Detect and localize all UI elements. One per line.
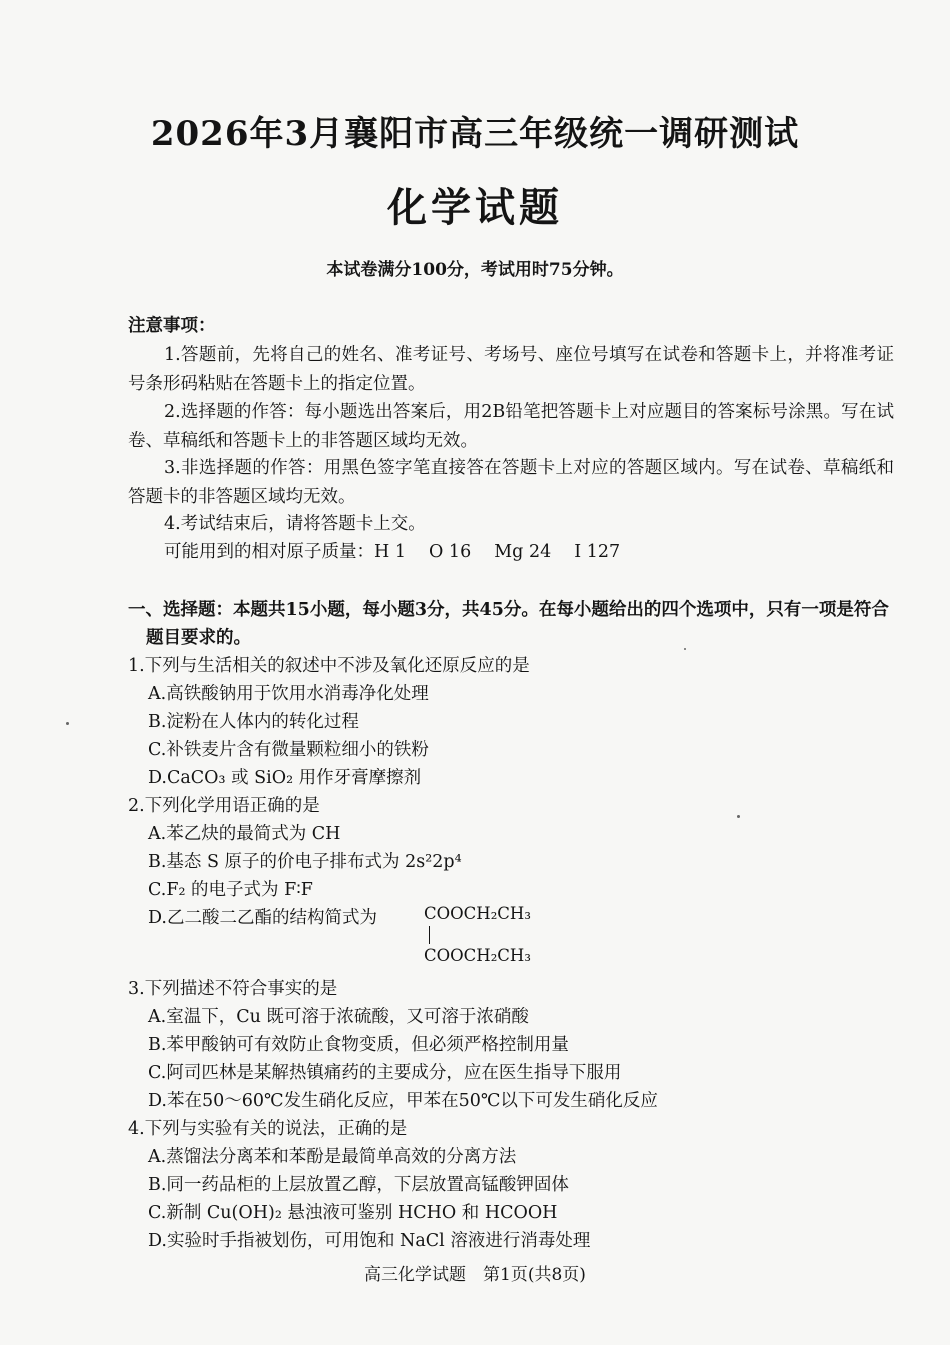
question-4-stem: 4.下列与实验有关的说法，正确的是 [128,1119,408,1139]
question-1-option-b: B.淀粉在人体内的转化过程 [148,712,359,732]
question-1-stem: 1.下列与生活相关的叙述中不涉及氧化还原反应的是 [128,656,530,676]
structure-bond-line [429,926,430,944]
question-2-option-c: C.F₂ 的电子式为 F∶F [148,880,313,900]
exam-info: 本试卷满分100分，考试用时75分钟。 [326,260,624,280]
question-4-option-d: D.实验时手指被划伤，可用饱和 NaCl 溶液进行消毒处理 [148,1231,591,1251]
exam-title: 2026年3月襄阳市高三年级统一调研测试 [150,114,800,154]
question-1-option-c: C.补铁麦片含有微量颗粒细小的铁粉 [148,740,429,760]
subject-title: 化学试题 [387,184,563,231]
notice-item-4: 4.考试结束后，请将答题卡上交。 [164,514,426,534]
notice-item-2: 2.选择题的作答：每小题选出答案后，用2B铅笔把答题卡上对应题目的答案标号涂黑。写在试卷、草稿纸和答题卡上的非答题区域均无效。 [128,402,894,451]
question-2-option-d: D.乙二酸二乙酯的结构简式为 [148,908,377,928]
question-2-option-b: B.基态 S 原子的价电子排布式为 2s²2p⁴ [148,852,462,872]
question-3-stem: 3.下列描述不符合事实的是 [128,979,338,999]
question-1-option-d: D.CaCO₃ 或 SiO₂ 用作牙膏摩擦剂 [148,768,422,788]
scan-speck [737,815,740,818]
notice-heading: 注意事项： [128,316,216,336]
question-4-option-c: C.新制 Cu(OH)₂ 悬浊液可鉴别 HCHO 和 HCOOH [148,1203,558,1223]
scan-speck [684,648,686,650]
question-3-option-c: C.阿司匹林是某解热镇痛药的主要成分，应在医生指导下服用 [148,1063,622,1083]
question-2-option-a: A.苯乙炔的最简式为 CH [148,824,341,844]
section-heading: 一、选择题：本题共15小题，每小题3分，共45分。在每小题给出的四个选项中，只有一项是符合题目要求的。 [128,600,889,648]
atomic-mass-line: 可能用到的相对原子质量：H 1 O 16 Mg 24 I 127 [164,542,621,562]
question-2-stem: 2.下列化学用语正确的是 [128,796,320,816]
question-4-option-b: B.同一药品柜的上层放置乙醇，下层放置高锰酸钾固体 [148,1175,569,1195]
page-footer: 高三化学试题 第1页(共8页) [364,1265,586,1285]
scan-speck [66,722,69,725]
notice-item-3: 3.非选择题的作答：用黑色签字笔直接答在答题卡上对应的答题区域内。写在试卷、草稿纸和答题卡的非答题区域均无效。 [128,458,894,507]
question-3-option-a: A.室温下，Cu 既可溶于浓硫酸，又可溶于浓硝酸 [148,1007,529,1027]
structure-bottom-group: COOCH₂CH₃ [424,946,531,965]
question-1-option-a: A.高铁酸钠用于饮用水消毒净化处理 [148,684,429,704]
question-3-option-b: B.苯甲酸钠可有效防止食物变质，但必须严格控制用量 [148,1035,569,1055]
diethyl-oxalate-structure [424,904,531,966]
question-3-option-d: D.苯在50～60℃发生硝化反应，甲苯在50℃以下可发生硝化反应 [148,1091,658,1111]
notice-item-1: 1.答题前，先将自己的姓名、准考证号、考场号、座位号填写在试卷和答题卡上，并将准考证号条形码粘贴在答题卡上的指定位置。 [128,345,894,394]
structure-top-group: COOCH₂CH₃ [424,904,531,923]
question-4-option-a: A.蒸馏法分离苯和苯酚是最简单高效的分离方法 [148,1147,517,1167]
